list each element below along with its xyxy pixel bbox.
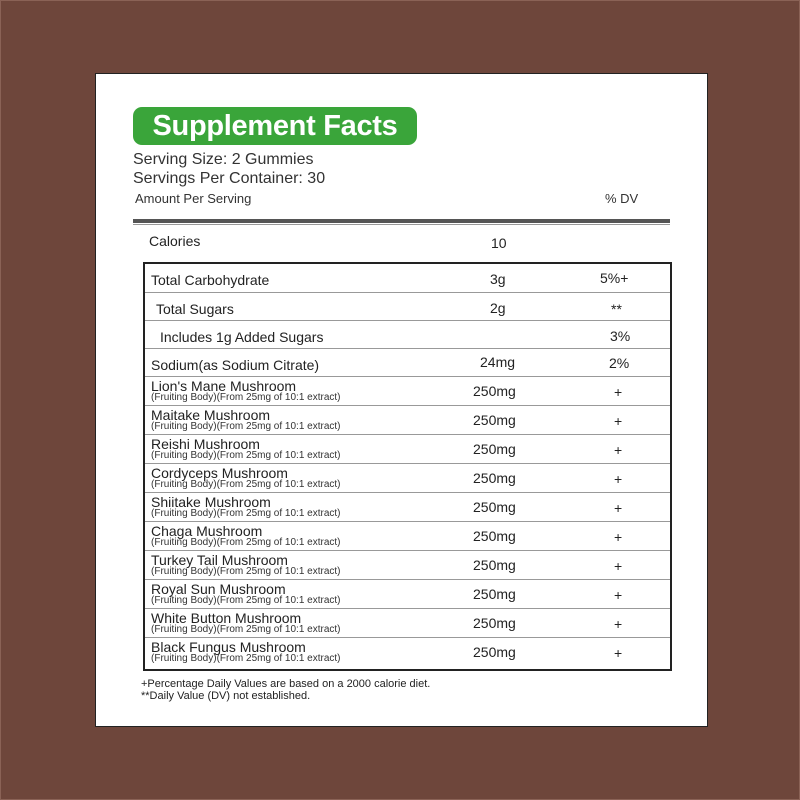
nutrient-source-note: (Fruiting Body)(From 25mg of 10:1 extract) xyxy=(151,624,341,635)
dv-header: % DV xyxy=(605,191,639,206)
table-row xyxy=(145,522,670,551)
nutrient-amount: 250mg xyxy=(473,586,516,602)
nutrient-amount: 250mg xyxy=(473,615,516,631)
nutrient-dv: + xyxy=(614,471,623,487)
nutrient-source-note: (Fruiting Body)(From 25mg of 10:1 extract) xyxy=(151,566,341,577)
nutrient-dv: + xyxy=(614,587,623,603)
nutrient-amount: 2g xyxy=(490,300,506,316)
nutrient-name: Lion's Mane Mushroom xyxy=(151,378,297,394)
nutrient-name: Maitake Mushroom xyxy=(151,407,271,423)
nutrient-source-note: (Fruiting Body)(From 25mg of 10:1 extract) xyxy=(151,508,341,519)
table-row xyxy=(145,464,670,493)
amount-per-serving-header: Amount Per Serving xyxy=(135,191,252,206)
table-row xyxy=(145,580,670,609)
header-divider-thin xyxy=(133,224,670,225)
nutrient-amount: 24mg xyxy=(480,354,516,370)
nutrient-amount: 250mg xyxy=(473,412,516,428)
servings-per-container: Servings Per Container: 30 xyxy=(133,170,326,187)
nutrient-name: Total Sugars xyxy=(156,301,234,317)
table-row xyxy=(145,609,670,638)
nutrient-dv: 3% xyxy=(610,328,631,344)
calories-value: 10 xyxy=(491,235,507,251)
nutrient-dv: + xyxy=(614,413,623,429)
nutrient-name: White Button Mushroom xyxy=(151,610,302,626)
nutrient-name: Total Carbohydrate xyxy=(151,272,270,288)
page-title: Supplement Facts xyxy=(152,109,398,142)
header-divider xyxy=(133,219,670,223)
table-row xyxy=(145,638,670,667)
nutrient-dv: + xyxy=(614,616,623,632)
nutrient-source-note: (Fruiting Body)(From 25mg of 10:1 extract) xyxy=(151,450,341,461)
table-row xyxy=(145,349,670,377)
nutrient-name: Black Fungus Mushroom xyxy=(151,639,306,655)
nutrient-amount: 250mg xyxy=(473,499,516,515)
nutrient-name: Shiitake Mushroom xyxy=(151,494,271,510)
nutrient-dv: + xyxy=(614,558,623,574)
nutrient-name: Chaga Mushroom xyxy=(151,523,263,539)
nutrient-amount: 250mg xyxy=(473,383,516,399)
nutrient-amount: 250mg xyxy=(473,528,516,544)
nutrient-source-note: (Fruiting Body)(From 25mg of 10:1 extract) xyxy=(151,537,341,548)
nutrient-source-note: (Fruiting Body)(From 25mg of 10:1 extract) xyxy=(151,421,341,432)
serving-size: Serving Size: 2 Gummies xyxy=(133,151,314,168)
table-row xyxy=(145,321,670,349)
calories-label: Calories xyxy=(149,233,201,249)
nutrient-source-note: (Fruiting Body)(From 25mg of 10:1 extract) xyxy=(151,595,341,606)
table-row xyxy=(145,493,670,522)
nutrient-amount: 250mg xyxy=(473,441,516,457)
table-row xyxy=(145,377,670,406)
nutrient-amount: 250mg xyxy=(473,644,516,660)
nutrient-dv: + xyxy=(614,384,623,400)
nutrient-source-note: (Fruiting Body)(From 25mg of 10:1 extract) xyxy=(151,653,341,664)
nutrient-source-note: (Fruiting Body)(From 25mg of 10:1 extract) xyxy=(151,479,341,490)
footnote-dv-basis: +Percentage Daily Values are based on a 2000 calorie diet. xyxy=(141,678,431,690)
nutrient-amount: 250mg xyxy=(473,557,516,573)
nutrient-dv: ** xyxy=(611,301,622,317)
nutrient-name: Includes 1g Added Sugars xyxy=(160,329,324,345)
nutrient-amount: 3g xyxy=(490,271,506,287)
facts-table xyxy=(143,262,672,671)
table-row xyxy=(145,293,670,321)
footnote-dv-not-established: **Daily Value (DV) not established. xyxy=(141,690,311,702)
table-row xyxy=(145,406,670,435)
supplement-facts-panel xyxy=(95,73,708,727)
nutrient-dv: + xyxy=(614,529,623,545)
nutrient-name: Royal Sun Mushroom xyxy=(151,581,286,597)
table-row xyxy=(145,551,670,580)
table-row xyxy=(145,264,670,293)
nutrient-name: Reishi Mushroom xyxy=(151,436,260,452)
nutrient-dv: 5%+ xyxy=(600,270,629,286)
nutrient-name: Turkey Tail Mushroom xyxy=(151,552,288,568)
nutrient-dv: + xyxy=(614,645,623,661)
nutrient-dv: 2% xyxy=(609,355,630,371)
nutrient-dv: + xyxy=(614,500,623,516)
title-badge xyxy=(133,107,417,145)
nutrient-dv: + xyxy=(614,442,623,458)
nutrient-amount: 250mg xyxy=(473,470,516,486)
nutrient-name: Cordyceps Mushroom xyxy=(151,465,288,481)
table-row xyxy=(145,435,670,464)
nutrient-name: Sodium(as Sodium Citrate) xyxy=(151,357,320,373)
nutrient-source-note: (Fruiting Body)(From 25mg of 10:1 extract) xyxy=(151,392,341,403)
